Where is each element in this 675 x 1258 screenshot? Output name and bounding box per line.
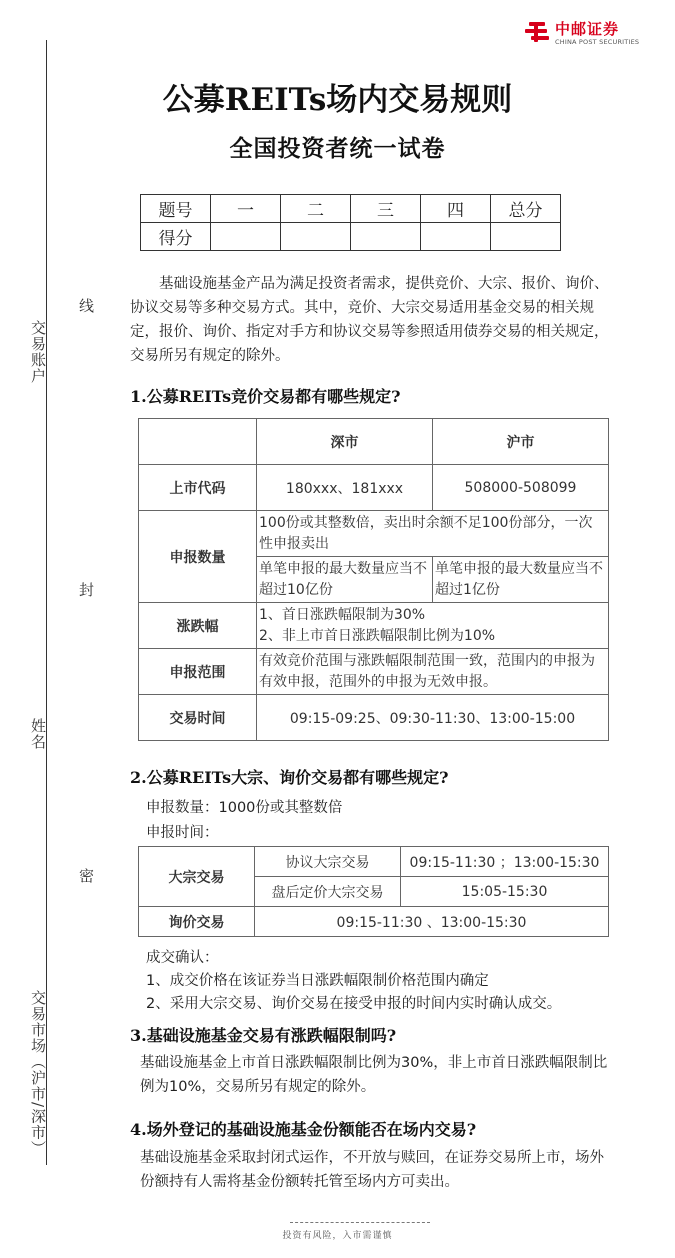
logo-text-cn: 中邮证券 (555, 20, 620, 38)
confirm-label: 成交确认： (146, 950, 219, 966)
page-subtitle: 全国投资者统一试卷 (229, 135, 446, 162)
inquiry-label: 询价交易 (139, 907, 255, 937)
seal-marker-secret: 密 (77, 868, 95, 883)
empty-corner-cell (139, 419, 257, 465)
question-1-heading: 1.公募REITs竞价交易都有哪些规定? (130, 387, 401, 406)
limit-line-2: 2、非上市首日涨跌幅限制比例为10% (259, 627, 496, 644)
confirm-item-1: 1、成交价格在该证券当日涨跌幅限制价格范围内确定 (146, 973, 489, 989)
qty-sz: 单笔申报的最大数量应当不超过10亿份 (257, 557, 433, 603)
score-cell: 题号 (141, 195, 211, 223)
agree-block-time: 09:15-11:30 ；13:00-15:30 (401, 847, 609, 877)
row-header-limit: 涨跌幅 (139, 603, 257, 649)
qty-sh: 单笔申报的最大数量应当不超过1亿份 (433, 557, 609, 603)
score-input-cell[interactable] (351, 223, 421, 251)
score-header-row (141, 195, 561, 223)
score-cell: 三 (351, 195, 421, 223)
q2-time-label: 申报时间： (146, 825, 219, 841)
col-header-sh: 沪市 (433, 419, 609, 465)
score-cell: 四 (421, 195, 491, 223)
range-text: 有效竞价范围与涨跌幅限制范围一致，范围内的申报为有效申报，范围外的申报为无效申报。 (257, 649, 609, 695)
table-row (139, 847, 609, 877)
code-sz: 180xxx、181xxx (257, 465, 433, 511)
seal-marker-line: 线 (77, 298, 95, 313)
col-header-sz: 深市 (257, 419, 433, 465)
row-header-code: 上市代码 (139, 465, 257, 511)
confirm-item-2: 2、采用大宗交易、询价交易在接受申报的时间内实时确认成交。 (146, 996, 562, 1012)
agree-block-label: 协议大宗交易 (255, 847, 401, 877)
table-row (139, 603, 609, 649)
table-row (139, 695, 609, 741)
code-sh: 508000-508099 (433, 465, 609, 511)
score-table (140, 194, 561, 251)
row-header-range: 申报范围 (139, 649, 257, 695)
question-4-heading: 4.场外登记的基础设施基金份额能否在场内交易? (130, 1120, 477, 1139)
after-hours-time: 15:05-15:30 (401, 877, 609, 907)
logo-text-en: CHINA POST SECURITIES (555, 38, 640, 46)
bidding-rules-table (138, 418, 609, 741)
score-input-cell[interactable] (211, 223, 281, 251)
q3-answer: 基础设施基金上市首日涨跌幅限制比例为30%，非上市首日涨跌幅限制比例为10%，交易所另有规定的除外。 (140, 1055, 608, 1095)
seal-marker-seal: 封 (77, 582, 95, 597)
score-cell: 二 (281, 195, 351, 223)
question-2-heading: 2.公募REITs大宗、询价交易都有哪些规定? (130, 768, 449, 787)
table-row (139, 419, 609, 465)
score-value-row (141, 223, 561, 251)
table-row (139, 649, 609, 695)
score-cell: 总分 (491, 195, 561, 223)
limit-line-1: 1、首日涨跌幅限制为30% (259, 606, 426, 623)
footer-divider (290, 1222, 430, 1223)
table-row (139, 511, 609, 557)
intro-paragraph: 基础设施基金产品为满足投资者需求，提供竞价、大宗、报价、询价、协议交易等多种交易方式。其中，竞价、大宗交易适用基金交易的相关规定，报价、询价、指定对手方和协议交易等参照适用债券交易的相关规定，交易所另有规定的除外。 (130, 276, 609, 364)
china-post-logo-icon (525, 20, 549, 44)
market-label: 交易市场（沪市/深市） (29, 990, 47, 1157)
table-row (139, 465, 609, 511)
risk-warning-footer: 投资有风险，入市需谨慎 (282, 1231, 393, 1241)
inquiry-time: 09:15-11:30 、13:00-15:30 (255, 907, 609, 937)
q2-qty-text: 申报数量：1000份或其整数倍 (146, 800, 343, 816)
question-3-heading: 3.基础设施基金交易有涨跌幅限制吗? (130, 1026, 397, 1045)
score-input-cell[interactable] (281, 223, 351, 251)
score-input-cell[interactable] (421, 223, 491, 251)
name-label: 姓名 (29, 718, 47, 750)
time-text: 09:15-09:25、09:30-11:30、13:00-15:00 (257, 695, 609, 741)
after-hours-label: 盘后定价大宗交易 (255, 877, 401, 907)
block-trade-label: 大宗交易 (139, 847, 255, 907)
score-input-cell[interactable] (491, 223, 561, 251)
limit-cell (257, 603, 609, 649)
score-cell: 得分 (141, 223, 211, 251)
score-cell: 一 (211, 195, 281, 223)
company-logo (525, 18, 645, 48)
q4-answer: 基础设施基金采取封闭式运作，不开放与赎回，在证券交易所上市，场外份额持有人需将基金份额转托管至场内方可卖出。 (140, 1150, 604, 1190)
account-label: 交易账户 (29, 320, 47, 384)
row-header-qty: 申报数量 (139, 511, 257, 603)
qty-common: 100份或其整数倍，卖出时余额不足100份部分，一次性申报卖出 (257, 511, 609, 557)
table-row (139, 907, 609, 937)
row-header-time: 交易时间 (139, 695, 257, 741)
page-title: 公募REITs场内交易规则 (162, 82, 513, 118)
block-trade-table (138, 846, 609, 937)
